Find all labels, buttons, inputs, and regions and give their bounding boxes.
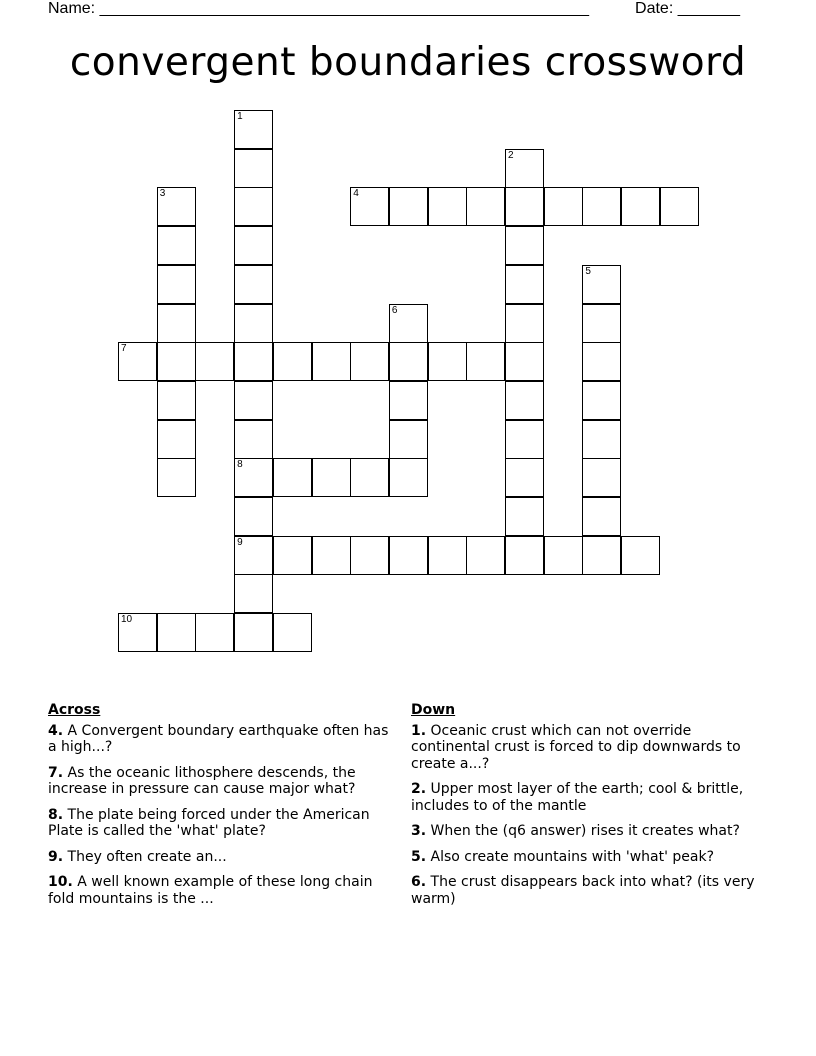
crossword-cell[interactable]: [234, 497, 273, 536]
crossword-cell[interactable]: [312, 536, 351, 575]
crossword-cell[interactable]: [505, 420, 544, 459]
clue-text: A Convergent boundary earthquake often has a high...?: [48, 722, 389, 755]
crossword-cell[interactable]: [389, 187, 428, 226]
cell-number: 9: [237, 536, 243, 548]
crossword-cell[interactable]: [582, 536, 621, 575]
crossword-cell[interactable]: [621, 536, 660, 575]
crossword-cell[interactable]: [312, 458, 351, 497]
crossword-cell[interactable]: [582, 497, 621, 536]
cell-number: 2: [508, 149, 514, 161]
crossword-cell[interactable]: [118, 613, 157, 652]
crossword-cell[interactable]: [621, 187, 660, 226]
crossword-cell[interactable]: [505, 342, 544, 381]
crossword-cell[interactable]: [234, 458, 273, 497]
clue-number: 1: [411, 722, 421, 739]
clue-number: 6: [411, 874, 421, 890]
cell-number: 3: [159, 188, 166, 200]
crossword-cell[interactable]: [505, 149, 544, 188]
clue-down-1: 1. Oceanic crust which can not override continental crust is forced to dip downwards to create a...?: [411, 722, 741, 772]
crossword-cell[interactable]: [505, 497, 544, 536]
crossword-cell[interactable]: [234, 304, 273, 343]
crossword-cell[interactable]: [428, 536, 467, 575]
crossword-cell[interactable]: [234, 265, 273, 304]
crossword-cell[interactable]: [389, 458, 428, 497]
clue-across-10: 10. A well known example of these long chain fold mountains is the ...: [48, 874, 373, 907]
crossword-cell[interactable]: [505, 458, 544, 497]
clue-text: As the oceanic lithosphere descends, the increase in pressure can cause major what?: [48, 764, 356, 797]
crossword-cell[interactable]: [273, 536, 312, 575]
crossword-cell[interactable]: [157, 226, 196, 265]
crossword-cell[interactable]: [195, 613, 234, 652]
crossword-cell[interactable]: [195, 342, 234, 381]
crossword-cell[interactable]: [350, 458, 389, 497]
across-heading: Across: [48, 702, 101, 718]
clue-text: Oceanic crust which can not override continental crust is forced to dip downwards to create a...?: [411, 722, 741, 772]
clue-text: A well known example of these long chain fold mountains is the ...: [48, 874, 373, 907]
cell-number: 1: [237, 111, 243, 122]
page-title: convergent boundaries crossword: [69, 40, 747, 85]
crossword-cell[interactable]: [428, 342, 467, 381]
name-field-label[interactable]: Name: _______________________________________________________: [48, 0, 589, 17]
clue-number: 8: [48, 806, 58, 823]
crossword-cell[interactable]: [389, 536, 428, 575]
down-clues: [411, 702, 761, 916]
crossword-cell[interactable]: [350, 187, 389, 226]
crossword-cell[interactable]: [273, 458, 312, 497]
crossword-cell[interactable]: [389, 304, 428, 343]
clue-down-6: 6. The crust disappears back into what? (its very warm): [411, 874, 755, 907]
crossword-cell[interactable]: [234, 536, 273, 575]
crossword-cell[interactable]: [234, 381, 273, 420]
clue-across-7: 7. As the oceanic lithosphere descends, the increase in pressure can cause major what?: [48, 764, 356, 797]
crossword-cell[interactable]: [157, 304, 196, 343]
clue-text: When the (q6 answer) rises it creates what?: [430, 823, 740, 839]
crossword-cell[interactable]: [389, 342, 428, 381]
clue-down-2: 2. Upper most layer of the earth; cool & brittle, includes to of the mantle: [411, 781, 744, 814]
crossword-cell[interactable]: [273, 613, 312, 652]
crossword-cell[interactable]: [466, 187, 505, 226]
crossword-cell[interactable]: [234, 342, 273, 381]
clue-across-8: 8. The plate being forced under the American Plate is called the 'what' plate?: [48, 806, 370, 839]
crossword-cell[interactable]: [234, 613, 273, 652]
crossword-cell[interactable]: [505, 187, 544, 226]
clue-text: The plate being forced under the American Plate is called the 'what' plate?: [48, 806, 370, 839]
crossword-cell[interactable]: [234, 226, 273, 265]
crossword-cell[interactable]: [157, 265, 196, 304]
clue-text: They often create an...: [67, 848, 227, 865]
crossword-cell[interactable]: [660, 187, 699, 226]
cell-number: 8: [237, 459, 243, 471]
clue-down-3: 3. When the (q6 answer) rises it creates what?: [411, 823, 740, 839]
clue-number: 4: [48, 722, 58, 739]
crossword-cell[interactable]: [118, 342, 157, 381]
clue-number: 10: [48, 874, 68, 890]
clue-text: Also create mountains with 'what' peak?: [430, 848, 715, 865]
across-clues: [48, 702, 398, 916]
crossword-cell[interactable]: [466, 342, 505, 381]
cell-number: 6: [391, 304, 398, 316]
crossword-cell[interactable]: [350, 536, 389, 575]
date-field-label[interactable]: Date: _______: [635, 0, 740, 17]
crossword-cell[interactable]: [428, 187, 467, 226]
crossword-cell[interactable]: [350, 342, 389, 381]
cell-number: 10: [121, 614, 133, 626]
crossword-cell[interactable]: [157, 342, 196, 381]
crossword-cell[interactable]: [234, 574, 273, 613]
crossword-cell[interactable]: [234, 110, 273, 149]
clue-across-4: 4. A Convergent boundary earthquake often has a high...?: [48, 722, 389, 755]
crossword-cell[interactable]: [582, 381, 621, 420]
cell-number: 4: [353, 188, 359, 200]
cell-number: 5: [585, 265, 591, 277]
crossword-cell[interactable]: [389, 420, 428, 459]
crossword-cell[interactable]: [582, 304, 621, 343]
crossword-cell[interactable]: [234, 420, 273, 459]
crossword-cell[interactable]: [505, 304, 544, 343]
crossword-cell[interactable]: [544, 536, 583, 575]
crossword-cell[interactable]: [505, 381, 544, 420]
crossword-cell[interactable]: [312, 342, 351, 381]
crossword-cell[interactable]: [582, 187, 621, 226]
crossword-cell[interactable]: [157, 613, 196, 652]
crossword-cell[interactable]: [157, 381, 196, 420]
crossword-cell[interactable]: [582, 265, 621, 304]
crossword-cell[interactable]: [157, 187, 196, 226]
crossword-cell[interactable]: [505, 536, 544, 575]
crossword-cell[interactable]: [582, 458, 621, 497]
crossword-cell[interactable]: [505, 265, 544, 304]
crossword-cell[interactable]: [157, 458, 196, 497]
clue-down-5: 5. Also create mountains with 'what' peak?: [411, 848, 715, 865]
crossword-cell[interactable]: [234, 149, 273, 188]
crossword-cell[interactable]: [389, 381, 428, 420]
clue-text: The crust disappears back into what? (its very warm): [411, 874, 755, 907]
down-heading: Down: [411, 702, 456, 718]
crossword-cell[interactable]: [582, 420, 621, 459]
crossword-cell[interactable]: [466, 536, 505, 575]
crossword-cell[interactable]: [505, 226, 544, 265]
clue-number: 7: [48, 764, 58, 781]
clue-number: 3: [411, 823, 421, 839]
crossword-cell[interactable]: [157, 420, 196, 459]
crossword-cell[interactable]: [234, 187, 273, 226]
clue-number: 2: [411, 781, 421, 797]
clue-across-9: 9. They often create an...: [48, 848, 227, 865]
clue-text: Upper most layer of the earth; cool & brittle, includes to of the mantle: [411, 781, 744, 814]
clue-number: 9: [48, 848, 58, 865]
crossword-cell[interactable]: [544, 187, 583, 226]
crossword-cell[interactable]: [273, 342, 312, 381]
clue-number: 5: [411, 848, 421, 865]
cell-number: 7: [121, 343, 127, 355]
crossword-cell[interactable]: [582, 342, 621, 381]
